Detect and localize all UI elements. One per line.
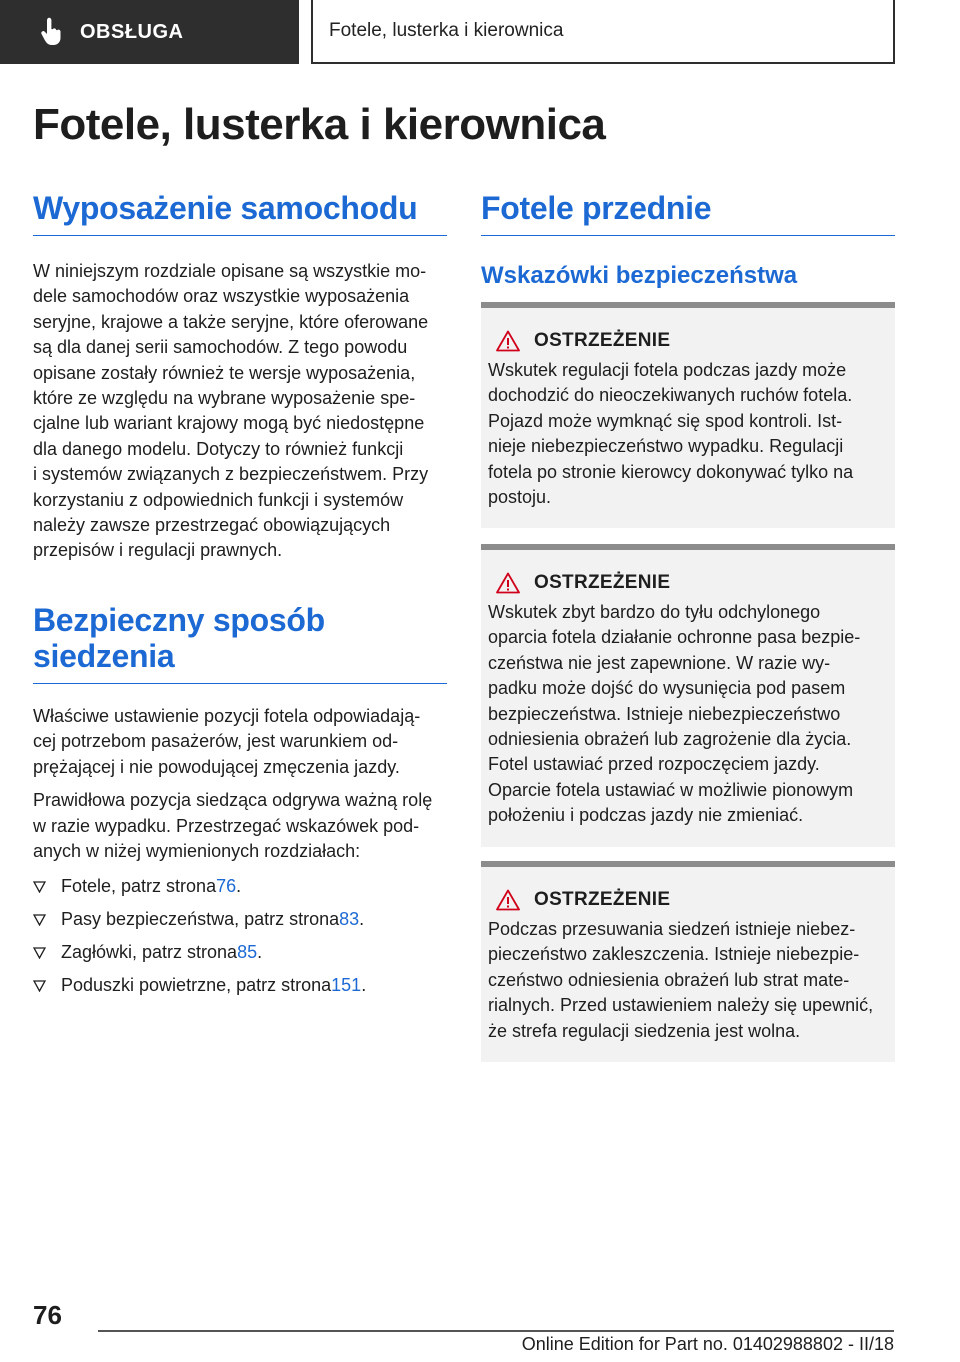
edition-note: Online Edition for Part no. 01402988802 - II/18 [521, 1334, 894, 1354]
warning-header [496, 889, 888, 911]
list-item-text: Pasy bezpieczeństwa, patrz strona [61, 909, 340, 930]
text-line: opisane zostały również te wersje wyposażenia, [33, 362, 416, 383]
touch-hand-icon [36, 17, 66, 47]
text-line: Podczas przesuwania siedzeń istnieje niebez‐ [488, 919, 856, 939]
text-line: pieczeństwo zakleszczenia. Istnieje niebezpie‐ [488, 944, 860, 965]
list-item [33, 940, 447, 965]
list-item [33, 907, 447, 932]
warning-text [488, 358, 888, 510]
chapter-label: OBSŁUGA [80, 20, 184, 43]
text-line: dla danego modelu. Dotyczy to również funkcji [33, 438, 404, 459]
section-heading-front-seats: Fotele przednie [481, 190, 895, 236]
right-column [481, 190, 895, 290]
text-line: dochodzić do nieoczekiwanych ruchów fotela. [488, 385, 853, 406]
text-line: Fotel ustawiać przed rozpoczęciem jazdy. [488, 754, 820, 775]
triangle-bullet-icon [33, 881, 61, 893]
text-line: że strefa regulacji siedzenia jest wolna. [488, 1020, 801, 1041]
section-label: Fotele, lusterka i kierownica [329, 20, 564, 41]
page-link-76[interactable]: 76 [216, 876, 237, 897]
section-tab[interactable] [311, 0, 895, 64]
section-heading-seating [33, 602, 447, 684]
text-line: anych w niżej wymienionych rozdziałach: [33, 840, 361, 861]
text-line: postoju. [488, 487, 552, 508]
punct: . [257, 942, 263, 963]
text-line: cej potrzebom pasażerów, jest warunkiem od‐ [33, 731, 399, 752]
triangle-bullet-icon [33, 947, 61, 959]
heading-line: siedzenia [33, 637, 175, 674]
page-link-85[interactable]: 85 [237, 942, 258, 963]
text-line: bezpieczeństwa. Istnieje niebezpieczeństwo [488, 703, 841, 724]
text-line: Pojazd może wymknąć się spod kontroli. Ist‐ [488, 410, 843, 431]
text-line: przepisów i regulacji prawnych. [33, 540, 283, 561]
text-line: W niniejszym rozdziale opisane są wszystkie mo‐ [33, 261, 427, 281]
triangle-bullet-icon [33, 980, 61, 992]
warning-title: OSTRZEŻENIE [534, 330, 671, 351]
text-line: są dla danej serii samochodów. Z tego powodu [33, 337, 408, 358]
text-line: i systemów związanych z bezpieczeństwem. Przy [33, 464, 429, 485]
heading-line: Bezpieczny sposób [33, 601, 325, 638]
text-line: prężającej i nie powodującej zmęczenia jazdy. [33, 756, 400, 777]
page-title: Fotele, lusterka i kierownica [33, 100, 606, 149]
text-line: czeństwo odniesienia obrażeń lub strat mate‐ [488, 969, 850, 990]
reference-list [33, 874, 447, 998]
chapter-tab[interactable] [0, 0, 299, 64]
warning-text [488, 917, 888, 1044]
warning-text [488, 600, 888, 829]
text-line: nieje niebezpieczeństwo wypadku. Regulacji [488, 436, 844, 457]
punct: . [236, 876, 242, 897]
left-column [33, 190, 447, 1006]
punct: . [361, 975, 367, 996]
text-line: cjalne lub wariant krajowy mogą być niedostępne [33, 413, 425, 434]
page-link-151[interactable]: 151 [331, 975, 362, 996]
seating-paragraph-2 [33, 788, 447, 864]
warning-header [496, 330, 888, 352]
warning-triangle-icon [496, 572, 520, 594]
text-line: Wskutek regulacji fotela podczas jazdy może [488, 360, 847, 380]
equipment-paragraph [33, 259, 447, 564]
text-line: dele samochodów oraz wszystkie wyposażenia [33, 286, 410, 307]
text-line: fotela po stronie kierowcy dokonywać tylko na [488, 461, 854, 482]
list-item-text: Fotele, patrz strona [61, 876, 217, 897]
warning-box [481, 861, 895, 1062]
list-item [33, 874, 447, 899]
text-line: które ze względu na wybrane wyposażenie spe‐ [33, 388, 416, 409]
text-line: seryjne, krajowe a także seryjne, które oferowane [33, 311, 429, 332]
warning-box [481, 302, 895, 528]
page-number: 76 [33, 1300, 62, 1330]
text-line: położeniu i podczas jazdy nie zmieniać. [488, 805, 804, 826]
seating-paragraph-1 [33, 704, 447, 780]
warning-box [481, 544, 895, 847]
punct: . [359, 909, 365, 930]
list-item-text: Poduszki powietrzne, patrz strona [61, 975, 332, 996]
footer-divider [98, 1330, 894, 1332]
page-link-83[interactable]: 83 [339, 909, 360, 930]
warning-title: OSTRZEŻENIE [534, 572, 671, 593]
warning-header [496, 572, 888, 594]
warning-triangle-icon [496, 889, 520, 911]
text-line: korzystaniu z odpowiednich funkcji i systemów [33, 489, 404, 510]
text-line: padku może dojść do wysunięcia pod pasem [488, 678, 846, 699]
text-line: czeństwa nie jest zapewnione. W razie wy‐ [488, 652, 831, 673]
text-line: oparcia fotela działanie ochronne pasa bezpie‐ [488, 627, 861, 648]
list-item [33, 973, 447, 998]
section-heading-equipment: Wyposażenie samochodu [33, 190, 447, 236]
text-line: Oparcie fotela ustawiać w możliwie pionowym [488, 779, 854, 800]
triangle-bullet-icon [33, 914, 61, 926]
text-line: należy zawsze przestrzegać obowiązujących [33, 515, 391, 536]
text-line: Właściwe ustawienie pozycji fotela odpowiadają‐ [33, 705, 421, 726]
subheading-safety: Wskazówki bezpieczeństwa [481, 262, 798, 289]
text-line: Wskutek zbyt bardzo do tyłu odchylonego [488, 602, 821, 622]
warning-triangle-icon [496, 330, 520, 352]
text-line: w razie wypadku. Przestrzegać wskazówek pod‐ [33, 815, 420, 836]
text-line: rialnych. Przed ustawieniem należy się upewnić, [488, 995, 874, 1016]
warning-title: OSTRZEŻENIE [534, 889, 671, 910]
text-line: odniesienia obrażeń lub zagrożenie dla życia. [488, 729, 852, 750]
list-item-text: Zagłówki, patrz strona [61, 942, 238, 963]
text-line: Prawidłowa pozycja siedząca odgrywa ważną rolę [33, 790, 433, 811]
